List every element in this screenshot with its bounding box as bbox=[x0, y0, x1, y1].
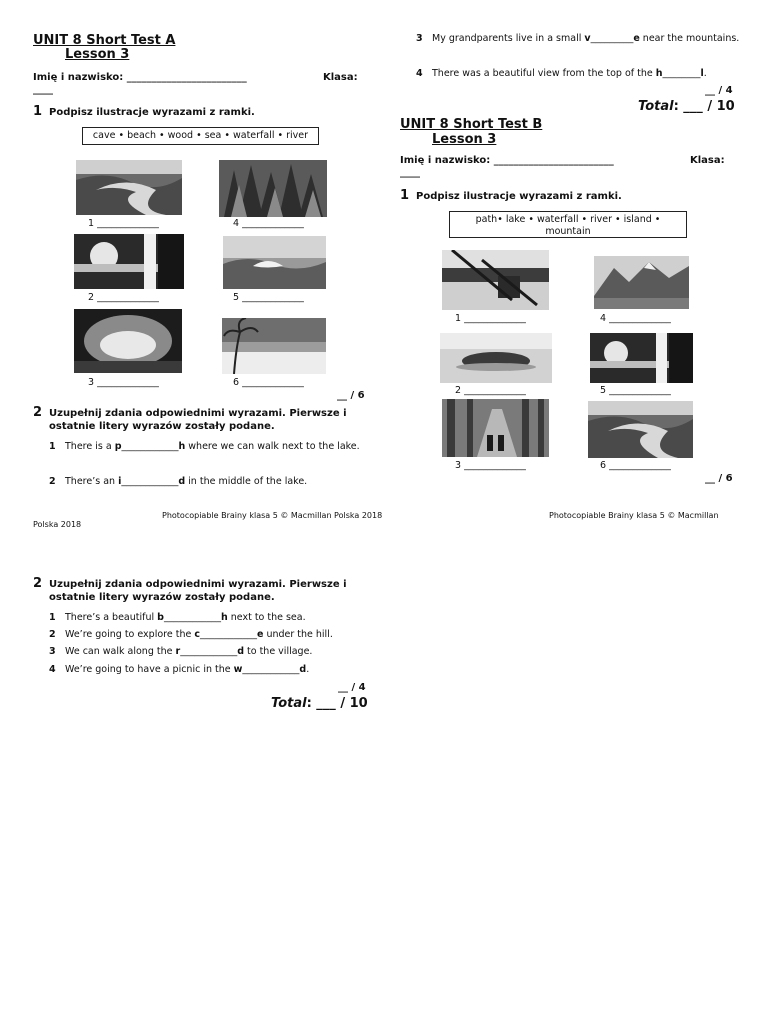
answer-blank: ________ bbox=[662, 68, 701, 79]
test-b-caption-4: 4 _____________ bbox=[600, 313, 671, 324]
test-a-ex1-score: __ / 6 bbox=[337, 390, 365, 401]
total-value: : ___ / 10 bbox=[673, 99, 735, 114]
answer-blank: ____________ bbox=[163, 612, 221, 623]
total-label: Total bbox=[271, 696, 307, 711]
test-b-lesson: Lesson 3 bbox=[432, 132, 497, 147]
last-letter: d bbox=[178, 476, 186, 487]
word-box-line: path• lake • waterfall • river • island • bbox=[475, 214, 661, 225]
test-b-ex1-instruction: Podpisz ilustracje wyrazami z ramki. bbox=[416, 191, 622, 202]
test-a-caption-1: 1 _____________ bbox=[88, 218, 159, 229]
word-box-line: mountain bbox=[545, 226, 591, 237]
test-b-caption-2: 2 _____________ bbox=[455, 385, 526, 396]
test-a-class-label: Klasa: bbox=[323, 72, 358, 83]
sentence-number: 1 bbox=[49, 612, 56, 623]
test-a-sentence-2 bbox=[49, 473, 369, 490]
test-b-sentence-4 bbox=[416, 65, 746, 82]
test-b-word-box bbox=[449, 211, 687, 238]
sentence-number: 3 bbox=[416, 33, 423, 44]
page2-sentence-3 bbox=[49, 643, 379, 660]
test-b-title: UNIT 8 Short Test B bbox=[400, 117, 543, 132]
wood-photo bbox=[219, 160, 327, 217]
sentence-text: next to the sea. bbox=[227, 612, 306, 623]
cave-photo bbox=[74, 309, 182, 373]
page2-sentence-2 bbox=[49, 626, 379, 643]
first-letter: r bbox=[175, 646, 181, 657]
river-photo bbox=[76, 160, 182, 215]
first-letter: h bbox=[655, 68, 663, 79]
page2-sentence-4 bbox=[49, 661, 379, 678]
test-a-caption-3: 3 _____________ bbox=[88, 377, 159, 388]
answer-blank: ____________ bbox=[242, 664, 300, 675]
test-b-total bbox=[638, 99, 735, 114]
test-a-ex1-instruction: Podpisz ilustracje wyrazami z ramki. bbox=[49, 107, 255, 118]
sentence-number: 1 bbox=[49, 441, 56, 452]
test-b-caption-6: 6 _____________ bbox=[600, 460, 671, 471]
answer-blank: ____________ bbox=[199, 629, 257, 640]
first-letter: i bbox=[118, 476, 122, 487]
sentence-text: where we can walk next to the lake. bbox=[185, 441, 360, 452]
first-letter: w bbox=[233, 664, 243, 675]
lake-photo bbox=[442, 250, 549, 310]
page2-ex2-instruction: Uzupełnij zdania odpowiednimi wyrazami. Pierwsze i ostatnie litery wyrazów zostały podane. bbox=[49, 579, 347, 603]
test-a-name-field: Imię i nazwisko: ________________________ bbox=[33, 72, 247, 83]
answer-blank: ____________ bbox=[121, 476, 179, 487]
sentence-text: in the middle of the lake. bbox=[185, 476, 308, 487]
test-a-word-box: cave • beach • wood • sea • waterfall • river bbox=[82, 127, 319, 145]
test-a-sentence-1 bbox=[49, 438, 369, 455]
sea-photo bbox=[223, 236, 326, 289]
river-photo-b bbox=[588, 401, 693, 458]
test-a-footer: Photocopiable Brainy klasa 5 © Macmillan Polska 2018 bbox=[162, 511, 383, 520]
sentence-number: 4 bbox=[416, 68, 423, 79]
beach-photo bbox=[222, 318, 326, 374]
test-a-ex2-number: 2 bbox=[33, 405, 43, 420]
answer-blank: ____________ bbox=[180, 646, 238, 657]
sentence-text: We’re going to have a picnic in the bbox=[65, 664, 234, 675]
test-a-ex1-number: 1 bbox=[33, 104, 43, 119]
sentence-text: There’s a beautiful bbox=[65, 612, 158, 623]
test-a-class-line: ____ bbox=[33, 84, 53, 95]
test-b-footer: Photocopiable Brainy klasa 5 © Macmillan bbox=[549, 511, 719, 520]
first-letter: p bbox=[114, 441, 122, 452]
test-a-footer-wrap: Polska 2018 bbox=[33, 520, 82, 529]
answer-blank: _________ bbox=[590, 33, 634, 44]
sentence-number: 4 bbox=[49, 664, 56, 675]
sentence-text: to the village. bbox=[244, 646, 313, 657]
last-letter: l bbox=[700, 68, 704, 79]
total-value: : ___ / 10 bbox=[306, 696, 368, 711]
test-a-ex2-instruction: Uzupełnij zdania odpowiednimi wyrazami. Pierwsze i ostatnie litery wyrazów zostały podane. bbox=[49, 408, 347, 432]
sentence-text: There’s an bbox=[65, 476, 119, 487]
test-a-caption-2: 2 _____________ bbox=[88, 292, 159, 303]
test-b-class-line: ____ bbox=[400, 167, 420, 178]
sentence-text: . bbox=[306, 664, 310, 675]
page2-ex2-score: __ / 4 bbox=[338, 682, 366, 693]
last-letter: d bbox=[237, 646, 244, 657]
last-letter: d bbox=[299, 664, 307, 675]
test-a-lesson: Lesson 3 bbox=[65, 47, 130, 62]
test-b-sentence-3 bbox=[416, 30, 746, 47]
test-a-caption-5: 5 _____________ bbox=[233, 292, 304, 303]
test-b-caption-3: 3 _____________ bbox=[455, 460, 526, 471]
sentence-text: My grandparents live in a small bbox=[432, 33, 585, 44]
last-letter: e bbox=[633, 33, 640, 44]
sentence-number: 3 bbox=[49, 646, 56, 657]
sentence-number: 2 bbox=[49, 629, 56, 640]
test-b-caption-5: 5 _____________ bbox=[600, 385, 671, 396]
waterfall-photo bbox=[74, 234, 184, 289]
path-photo bbox=[442, 399, 549, 457]
island-photo bbox=[440, 333, 552, 383]
test-b-name-field: Imię i nazwisko: ________________________ bbox=[400, 155, 614, 166]
page2-total bbox=[271, 696, 368, 711]
test-b-class-label: Klasa: bbox=[690, 155, 725, 166]
test-a-caption-4: 4 _____________ bbox=[233, 218, 304, 229]
waterfall-photo-b bbox=[590, 333, 693, 383]
answer-blank: ____________ bbox=[121, 441, 179, 452]
first-letter: b bbox=[157, 612, 164, 623]
sentence-text: We can walk along the bbox=[65, 646, 176, 657]
test-b-caption-1: 1 _____________ bbox=[455, 313, 526, 324]
sentence-number: 2 bbox=[49, 476, 56, 487]
sentence-text: under the hill. bbox=[263, 629, 333, 640]
last-letter: h bbox=[220, 612, 228, 623]
last-letter: h bbox=[178, 441, 186, 452]
mountain-photo bbox=[594, 256, 689, 309]
test-a-title: UNIT 8 Short Test A bbox=[33, 33, 176, 48]
test-b-ex2-score: __ / 4 bbox=[705, 85, 733, 96]
sentence-text: near the mountains. bbox=[639, 33, 740, 44]
test-b-ex1-score: __ / 6 bbox=[705, 473, 733, 484]
page2-ex2-number: 2 bbox=[33, 576, 43, 591]
test-a-caption-6: 6 _____________ bbox=[233, 377, 304, 388]
last-letter: e bbox=[256, 629, 264, 640]
sentence-text: We’re going to explore the bbox=[65, 629, 195, 640]
total-label: Total bbox=[638, 99, 674, 114]
sentence-text: There is a bbox=[65, 441, 115, 452]
sentence-text: There was a beautiful view from the top of the bbox=[432, 68, 656, 79]
page2-sentence-1 bbox=[49, 609, 379, 626]
first-letter: v bbox=[584, 33, 591, 44]
first-letter: c bbox=[194, 629, 200, 640]
sentence-text: . bbox=[703, 68, 707, 79]
test-b-ex1-number: 1 bbox=[400, 188, 410, 203]
